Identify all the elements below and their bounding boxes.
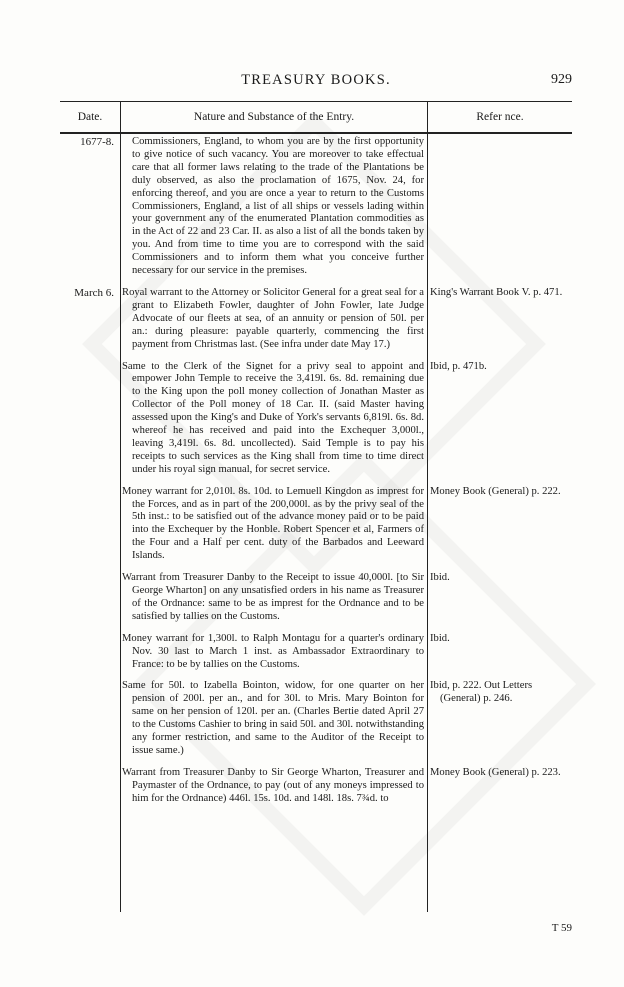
page-number: 929 [551,72,572,87]
entry [60,136,572,278]
entry-text: Warrant from Treasurer Danby to the Receipt to issue 40,000l. [to Sir George Wharton] on any unsatisfied orders in his name as Treasurer of the Ordnance: same to be as imprest for the Ordnance and to be satisfied by tallies on the Customs. [122,572,424,622]
entry-date: March 6. [74,286,114,299]
entry-reference: Ibid, p. 471b. [430,360,487,372]
entry-reference: Money Book (General) p. 222. [430,485,561,497]
entry-text: Same for 50l. to Izabella Bointon, widow, for one quarter on her pension of 200l. per an., and for 30l. to Mris. Mary Bointon for same on her pension of 120l. per an. (Charles Bertie dated April 27 to the Customs Cashier to bring in said 50l. and 30l. notwithstanding any former restriction, and same to the Auditor of the Receipt to issue same.) [122,680,424,756]
entry-text: Same to the Clerk of the Signet for a privy seal to appoint and empower John Temple to receive the 3,419l. 6s. 8d. remaining due to the King upon the poll money collection of Jonathan Master as Collector of the Poll money of 18 Car. II. (said Master having assessed upon the King's and Duke of York's servants 6,819l. 6s. 8d. whereof he has received and paid into the Exchequer 3,000l., leaving 3,419l. 6s. 8d. uncollected). Said Temple is to pay his receipts to such services as the King shall from time to time direct under his royal sign manual, for secret service. [122,360,424,475]
entry-reference: Money Book (General) p. 223. [430,766,561,778]
entry [60,680,572,757]
entries-list [60,136,572,806]
page-header [60,72,572,92]
entry-reference: King's Warrant Book V. p. 471. [430,286,563,298]
column-header-nature: Nature and Substance of the Entry. [121,102,427,133]
header-rule [60,133,572,134]
entry-text: Commissioners, England, to whom you are by the first opportunity to give notice of such vacancy. You are moreover to take effectual care that all former laws relating to the trade of the Plantations be duly observed, as also the proclamation of 1675, Nov. 24, for enforcing thereof, and you are once a year to return to the Customs Commissioners, England, a list of all ships or vessels lading within your government any of the enumerated Plantation commodities as in the Act of 22 and 23 Car. II. as also a list of all the bonds taken by you. And from time to time you are to correspond with the said Commissioners and to inform them what you conceive further necessary for our service in the premises. [132,136,424,277]
entry [60,361,572,477]
entry-text: Money warrant for 2,010l. 8s. 10d. to Lemuell Kingdon as imprest for the Forces, and as in part of the 200,000l. as by the privy seal of the 5th inst.: to be satisfied out of the advance money paid or to be paid into the Exchequer by the Honble. Robert Spencer et al, Farmers of the Four and a Half per cent. duty of the Barbados and Leeward Islands. [122,485,424,562]
entry-date: 1677-8. [80,136,114,148]
running-title: TREASURY BOOKS. [241,72,391,88]
entry [60,572,572,624]
entry-reference: Ibid. [430,632,450,644]
entries-table [60,101,572,912]
entry [60,767,572,806]
entry-reference: Ibid, p. 222. Out Letters (General) p. 246. [430,680,533,705]
column-header-date: Date. [60,102,120,133]
entry-text: Money warrant for 1,300l. to Ralph Montagu for a quarter's ordinary Nov. 30 last to March 1 inst. as Ambassador Extraordinary to France: to be by tallies on the Customs. [122,632,424,670]
entry [60,486,572,563]
column-header-reference: Refer nce. [428,102,572,133]
entry [60,633,572,672]
entry-reference: Ibid. [430,572,450,584]
entry-text: Warrant from Treasurer Danby to Sir George Wharton, Treasurer and Paymaster of the Ordnance, to pay (out of any moneys impressed to him for the Ordnance) 446l. 15s. 10d. and 148l. 18s. 7¾d. to [122,766,424,804]
entry-text: Royal warrant to the Attorney or Solicitor General for a great seal for a grant to Elizabeth Fowler, daughter of John Fowler, late Judge Advocate of our fleets at sea, of an annuity or pension of 50l. per an.: during pleasure: payable quarterly, commencing the first payment from Christmas last. (See infra under date May 17.) [122,286,424,350]
signature-mark: T 59 [551,922,572,934]
entry [60,287,572,352]
